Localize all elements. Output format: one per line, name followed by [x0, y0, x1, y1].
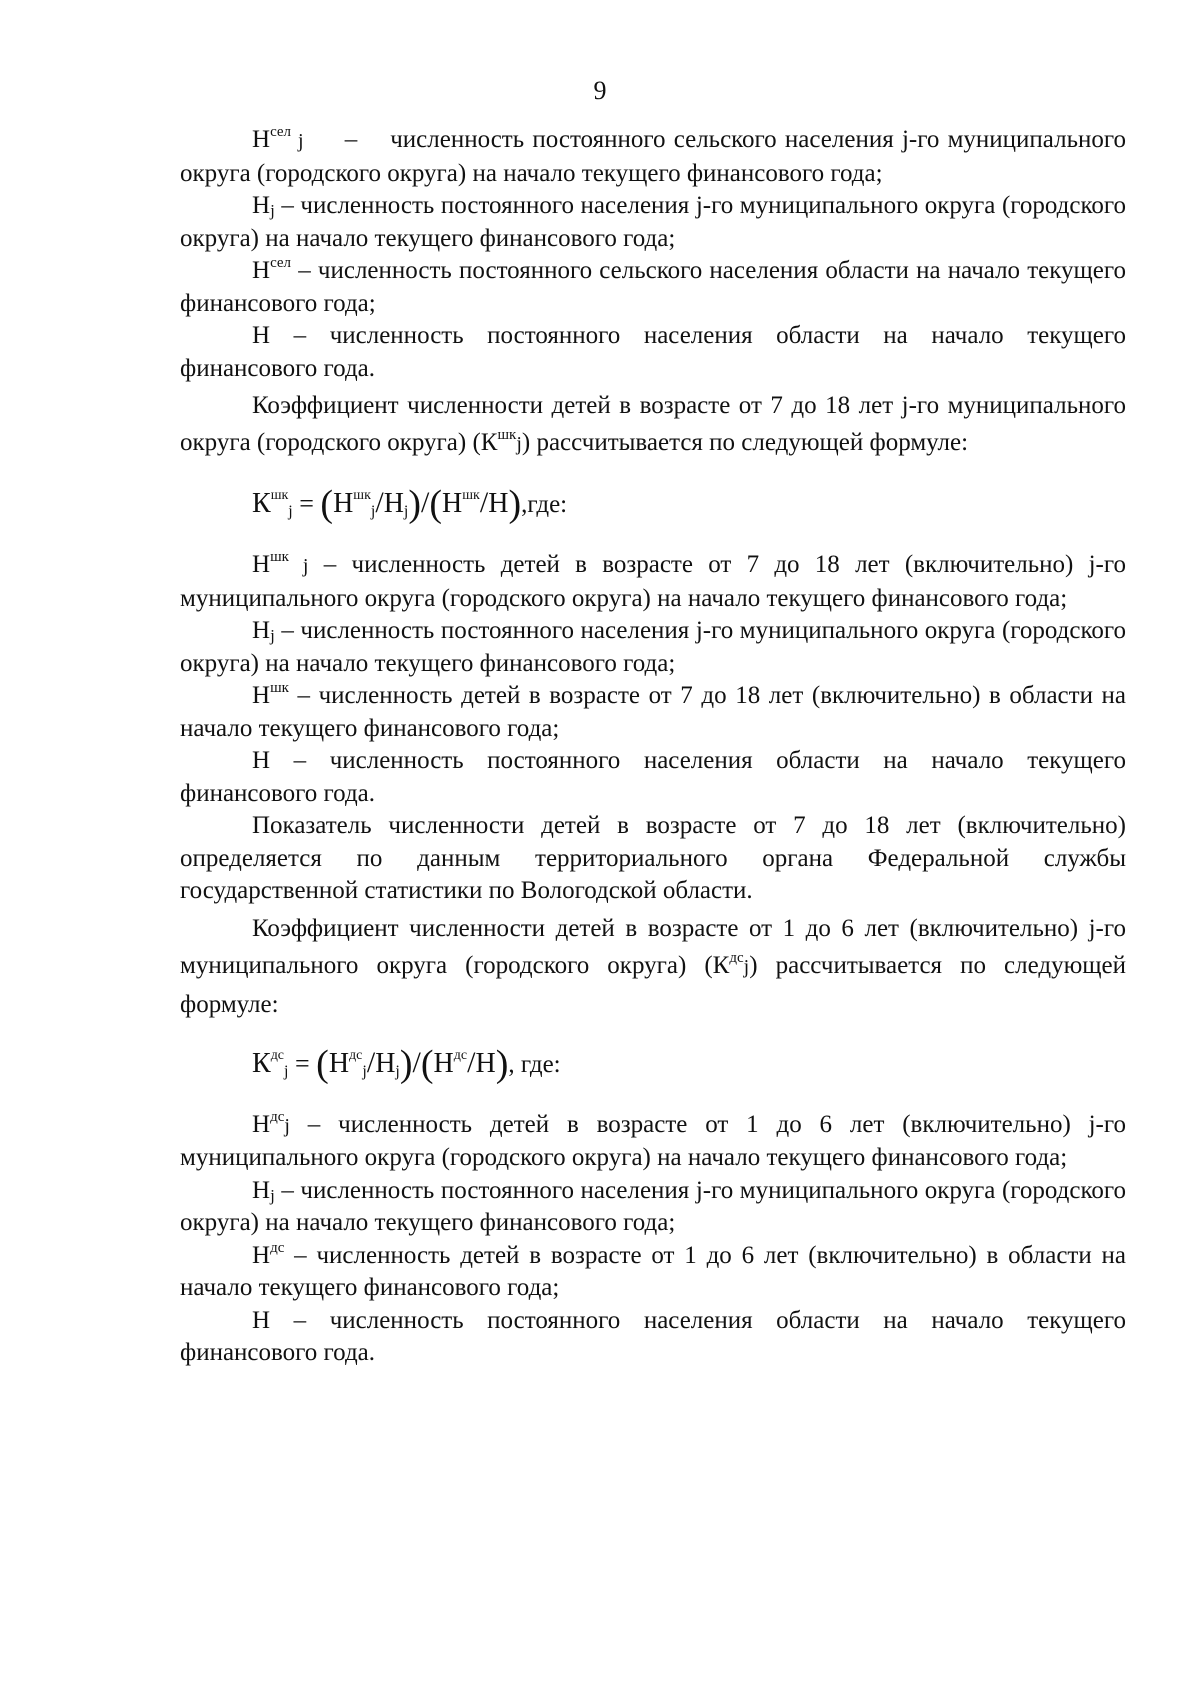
- definition-h-2: Н – численность постоянного населения области на начало текущего финансового года.: [180, 747, 1127, 807]
- symbol-h-sel-j: $Н^{сел}$ j: [252, 124, 304, 153]
- definition-h-j-2: $Н_j$ – численность постоянного населения j-го муниципального округа (городского округа) на начало текущего финансового года;: [180, 617, 1127, 677]
- definition-h-3: Н – численность постоянного населения области на начало текущего финансового года.: [180, 1306, 1127, 1366]
- page-number: 9: [593, 76, 607, 105]
- document-body: [180, 124, 1126, 1370]
- definition-h-sel: $Н^{сел}$ – численность постоянного сельского населения области на начало текущего финансового года;: [180, 255, 1127, 317]
- definition-h-shk: $Н^{шк}$ – численность детей в возрасте от 7 до 18 лет (включительно) в области на начало текущего финансового года;: [180, 680, 1127, 742]
- definition-h-ds: $Н^{дс}$ – численность детей в возрасте от 1 до 6 лет (включительно) в области на начало текущего финансового года;: [180, 1239, 1127, 1301]
- definition-h-shk-j: $Н^{шк}$ j – численность детей в возрасте от 7 до 18 лет (включительно) j-го муниципального округа (городского округа) на начало текущего финансового года;: [180, 549, 1127, 612]
- definition-h-ds-j: $Н^{дс}j$ – численность детей в возрасте от 1 до 6 лет (включительно) j-го муниципального округа (городского округа) на начало текущего финансового года;: [180, 1108, 1127, 1171]
- coefficient-shk-intro: Коэффициент численности детей в возрасте от 7 до 18 лет j-го муниципального округа (городского округа) $(К^{шк}j)$ рассчитывается по следующей формуле:: [180, 392, 1126, 456]
- symbol-k-shk-j: $К^{шк}j$: [480, 427, 522, 456]
- indicator-paragraph: Показатель численности детей в возрасте от 7 до 18 лет (включительно) определяется по данным территориального органа Федеральной службы государственной статистики по Вологодской области.: [180, 812, 1126, 904]
- symbol-k-ds-j: $К^{дс}j$: [712, 949, 750, 979]
- definition-h-j: $Н_j$ – численность постоянного населения j-го муниципального округа (городского округа) на начало текущего финансового года;: [180, 192, 1127, 252]
- formula-k-ds: $К^{дс}_j = (Н^{дс}_j/Н_j)/(Н^{дс}/Н)$, где:: [252, 1042, 561, 1085]
- definition-h-sel-j: $Н^{сел}$ j – численность постоянного сельского населения j-го муниципального округа (городского округа) на начало текущего финансового года;: [180, 124, 1126, 187]
- definition-h-j-3: $Н_j$ – численность постоянного населения j-го муниципального округа (городского округа) на начало текущего финансового года;: [180, 1176, 1127, 1236]
- formula-k-shk: $К^{шк}_j = (Н^{шк}_j/Н_j)/(Н^{шк}/Н),где$:: [252, 483, 568, 525]
- definition-h: Н – численность постоянного населения области на начало текущего финансового года.: [180, 322, 1127, 382]
- coefficient-ds-intro: Коэффициент численности детей в возрасте от 1 до 6 лет (включительно) j-го муниципального округа (городского округа) $(К^{дс}j)$ рассчитывается по следующей формуле:: [180, 914, 1126, 1018]
